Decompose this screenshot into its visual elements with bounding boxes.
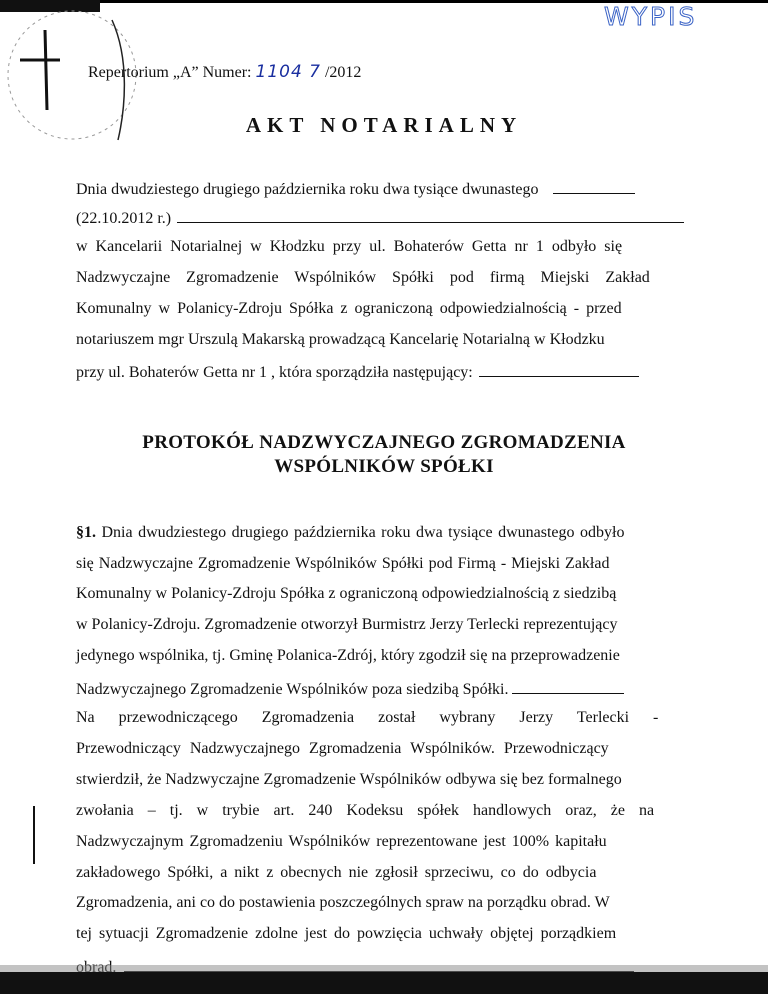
section1-line-12: zakładowego Spółki, a nikt z obecnych nie zgłosił sprzeciwu, co do odbycia	[76, 864, 597, 881]
scan-edge	[0, 972, 768, 994]
repertorium-number: 1104 7	[255, 62, 321, 82]
document-title: AKT NOTARIALNY	[245, 113, 523, 137]
protocol-heading-line-1: PROTOKÓŁ NADZWYCZAJNEGO ZGROMADZENIA	[142, 432, 626, 453]
fill-rule	[553, 179, 635, 194]
section1-line-2: się Nadzwyczajne Zgromadzenie Wspólników Spółki pod Firmą - Miejski Zakład	[76, 555, 610, 572]
intro-line-4: Nadzwyczajne Zgromadzenie Wspólników Spółki pod firmą Miejski Zakład	[76, 269, 650, 286]
section1-line-8: Przewodniczący Nadzwyczajnego Zgromadzenia Wspólników. Przewodniczący	[76, 740, 609, 757]
section1-line-1: §1. Dnia dwudziestego drugiego października roku dwa tysiące dwunastego odbyło	[76, 524, 625, 541]
wypis-stamp: WYPIS	[604, 2, 698, 31]
fill-rule	[512, 679, 624, 694]
repertorium-line	[88, 62, 361, 82]
intro-line-6: notariuszem mgr Urszulą Makarską prowadzącą Kancelarię Notarialną w Kłodzku	[76, 331, 605, 348]
repertorium-suffix: /2012	[324, 64, 362, 81]
protocol-heading-line-2: WSPÓLNIKÓW SPÓŁKI	[274, 456, 494, 477]
section1-line-5: jedynego wspólnika, tj. Gminę Polanica-Zdrój, który zgodził się na przeprowadzenie	[76, 647, 620, 664]
section1-line-13: Zgromadzenia, ani co do postawienia poszczególnych spraw na porządku obrad. W	[76, 894, 610, 911]
section-marker: §1.	[76, 524, 96, 541]
section1-line-11: Nadzwyczajnym Zgromadzeniu Wspólników reprezentowane jest 100% kapitału	[76, 833, 607, 850]
section1-line-9: stwierdził, że Nadzwyczajne Zgromadzenie Wspólników odbywa się bez formalnego	[76, 771, 622, 788]
intro-line-2: (22.10.2012 r.)	[76, 208, 698, 227]
section1-line-3: Komunalny w Polanicy-Zdroju Spółka z ograniczoną odpowiedzialnością z siedzibą	[76, 585, 617, 602]
intro-line-7: przy ul. Bohaterów Getta nr 1 , która sporządziła następujący:	[76, 362, 698, 381]
section1-line-10: zwołania – tj. w trybie art. 240 Kodeksu spółek handlowych oraz, że na	[76, 802, 655, 819]
section1-line-6: Nadzwyczajnego Zgromadzenie Wspólników poza siedzibą Spółki.	[76, 679, 698, 698]
section1-line-14: tej sytuacji Zgromadzenie zdolne jest do powzięcia uchwały objętej porządkiem	[76, 925, 617, 942]
section1-line-4: w Polanicy-Zdroju. Zgromadzenie otworzył Burmistrz Jerzy Terlecki reprezentujący	[76, 616, 618, 633]
margin-mark	[33, 806, 35, 864]
section1-line-7: Na przewodniczącego Zgromadzenia został wybrany Jerzy Terlecki -	[76, 709, 659, 726]
intro-line-5: Komunalny w Polanicy-Zdroju Spółka z ograniczoną odpowiedzialnością - przed	[76, 300, 622, 317]
fill-rule	[479, 362, 639, 377]
repertorium-prefix: Repertorium „A” Numer:	[88, 64, 252, 81]
fill-rule	[177, 208, 684, 223]
intro-line-1: Dnia dwudziestego drugiego października roku dwa tysiące dwunastego	[76, 179, 698, 198]
intro-line-3: w Kancelarii Notarialnej w Kłodzku przy ul. Bohaterów Getta nr 1 odbyło się	[76, 238, 623, 255]
